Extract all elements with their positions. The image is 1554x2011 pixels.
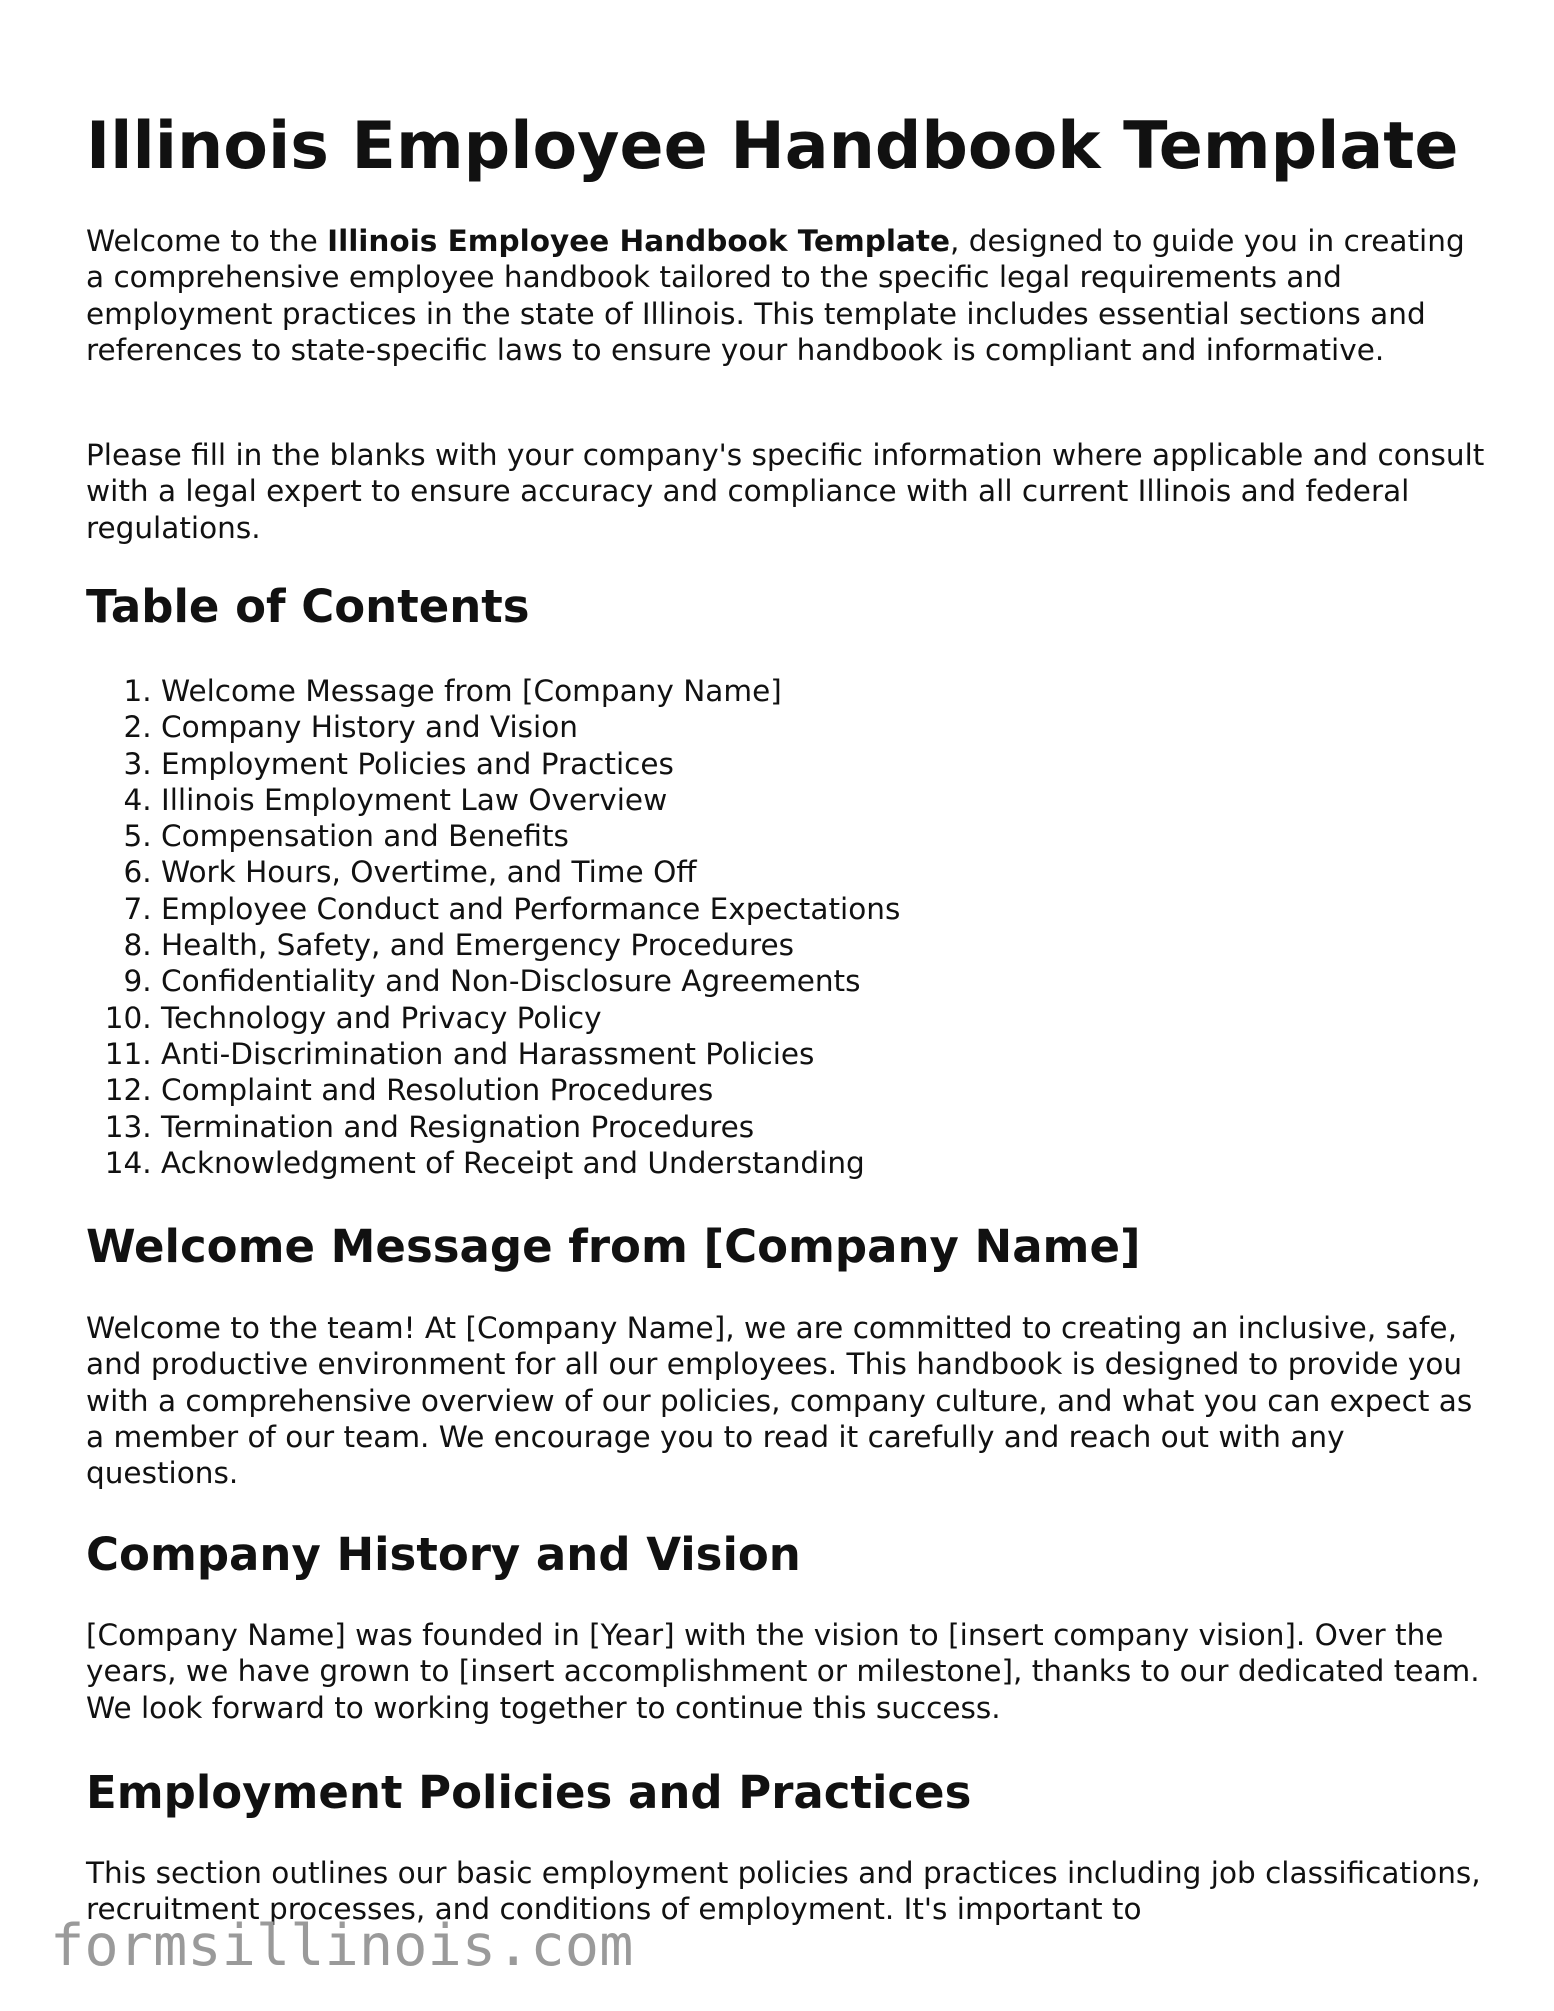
- site-watermark: formsillinois.com: [50, 1913, 634, 1979]
- toc-item: 14. Acknowledgment of Receipt and Understanding: [161, 1145, 1461, 1181]
- history-paragraph: [Company Name] was founded in [Year] with the vision to [insert company vision]. Over the years, we have grown to [insert accomplishment or milestone], thanks to our dedicated team. We look forward to working together to continue this success.: [86, 1618, 1480, 1725]
- welcome-heading: Welcome Message from [Company Name]: [86, 1220, 1141, 1273]
- intro-paragraph: [86, 223, 1486, 368]
- toc-item: 7. Employee Conduct and Performance Expectations: [161, 891, 1461, 927]
- toc-item: 1. Welcome Message from [Company Name]: [161, 673, 1461, 709]
- toc-item: 10. Technology and Privacy Policy: [161, 1000, 1461, 1036]
- toc-heading: Table of Contents: [86, 580, 530, 633]
- toc-item: 12. Complaint and Resolution Procedures: [161, 1072, 1461, 1108]
- welcome-paragraph: Welcome to the team! At [Company Name], we are committed to creating an inclusive, safe, and productive environment for all our employees. This handbook is designed to provide you with a comprehensive overview of our policies, company culture, and what you can expect as a member of our team. We encourage you to read it carefully and reach out with any questions.: [86, 1311, 1473, 1491]
- intro-suffix: , designed to guide you in creating a comprehensive employee handbook tailored to the specific legal requirements and employment practices in the state of Illinois. This template includes essential sections and references to state-specific laws to ensure your handbook is compliant and informative.: [86, 224, 1465, 367]
- intro-bold-title: Illinois Employee Handbook Template: [327, 224, 950, 258]
- toc-list: [86, 673, 1461, 1181]
- toc-item: 6. Work Hours, Overtime, and Time Off: [161, 854, 1461, 890]
- document-title: Illinois Employee Handbook Template: [86, 109, 1459, 184]
- toc-item: 9. Confidentiality and Non-Disclosure Agreements: [161, 963, 1461, 999]
- toc-item: 2. Company History and Vision: [161, 709, 1461, 745]
- toc-item: 11. Anti-Discrimination and Harassment Policies: [161, 1036, 1461, 1072]
- toc-item: 3. Employment Policies and Practices: [161, 746, 1461, 782]
- toc-item: 13. Termination and Resignation Procedures: [161, 1109, 1461, 1145]
- intro-prefix: Welcome to the: [86, 224, 328, 258]
- policies-paragraph: This section outlines our basic employment policies and practices including job classifications, recruitment processes, and conditions of employment. It's important to: [86, 1856, 1481, 1927]
- toc-item: 8. Health, Safety, and Emergency Procedures: [161, 927, 1461, 963]
- instructions-paragraph: Please fill in the blanks with your company's specific information where applicable and consult with a legal expert to ensure accuracy and compliance with all current Illinois and federal regulations.: [86, 438, 1485, 545]
- policies-heading: Employment Policies and Practices: [86, 1766, 972, 1819]
- toc-item: 5. Compensation and Benefits: [161, 818, 1461, 854]
- history-heading: Company History and Vision: [86, 1528, 801, 1581]
- toc-item: 4. Illinois Employment Law Overview: [161, 782, 1461, 818]
